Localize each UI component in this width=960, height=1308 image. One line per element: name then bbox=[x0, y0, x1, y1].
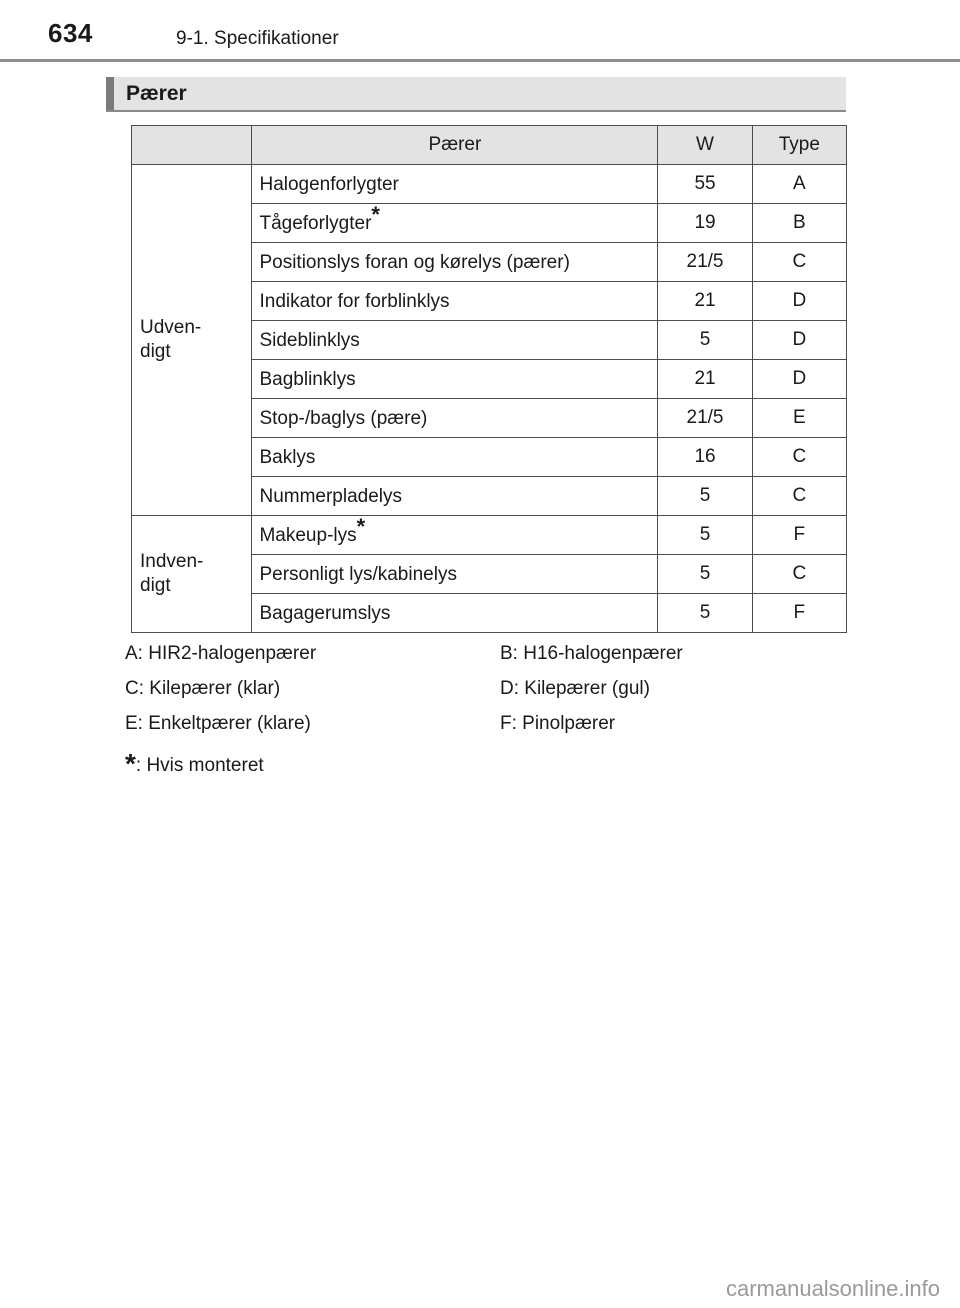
bulb-name-cell bbox=[252, 399, 658, 438]
bulb-name: Bagagerumslys bbox=[259, 603, 391, 624]
footnote-symbol: * bbox=[125, 748, 136, 779]
bulb-name: Sideblinklys bbox=[259, 330, 360, 351]
bulb-name: Tågeforlygter bbox=[259, 213, 372, 234]
legend-item-d: D: Kilepærer (gul) bbox=[500, 678, 650, 699]
table-header-row bbox=[132, 126, 847, 165]
type-value: B bbox=[752, 204, 846, 243]
watt-value: 5 bbox=[658, 516, 752, 555]
bulb-name-cell bbox=[252, 555, 658, 594]
legend-item-a: A: HIR2-halogenpærer bbox=[125, 643, 317, 664]
bulb-name: Makeup-lys bbox=[259, 525, 357, 546]
bulb-name-cell bbox=[252, 321, 658, 360]
bulb-name: Nummerpladelys bbox=[259, 486, 403, 507]
bulb-name-cell bbox=[252, 165, 658, 204]
page-number: 634 bbox=[48, 18, 93, 48]
bulb-name-cell bbox=[252, 438, 658, 477]
bulb-name: Baklys bbox=[259, 447, 316, 468]
bulb-name-cell bbox=[252, 282, 658, 321]
legend-item-b: B: H16-halogenpærer bbox=[500, 643, 683, 664]
watt-value: 5 bbox=[658, 555, 752, 594]
type-value: C bbox=[752, 243, 846, 282]
type-value: E bbox=[752, 399, 846, 438]
watt-value: 55 bbox=[658, 165, 752, 204]
section-title: Pærer bbox=[126, 82, 187, 105]
table-row bbox=[132, 165, 847, 204]
group-label: Indven- digt bbox=[132, 516, 252, 633]
legend-item-e: E: Enkeltpærer (klare) bbox=[125, 713, 311, 734]
watt-value: 5 bbox=[658, 321, 752, 360]
bulb-name-cell bbox=[252, 204, 658, 243]
legend-item-f: F: Pinolpærer bbox=[500, 713, 616, 734]
type-value: D bbox=[752, 282, 846, 321]
watt-value: 21/5 bbox=[658, 243, 752, 282]
bulb-name-cell bbox=[252, 594, 658, 633]
watt-value: 21 bbox=[658, 282, 752, 321]
bulb-name: Halogenforlygter bbox=[259, 174, 399, 195]
bulb-name-cell bbox=[252, 516, 658, 555]
footnote bbox=[125, 748, 264, 780]
section-accent bbox=[106, 77, 114, 110]
bulb-table bbox=[131, 125, 847, 633]
watt-value: 16 bbox=[658, 438, 752, 477]
footnote-text: : Hvis monteret bbox=[135, 755, 264, 776]
bulb-name: Bagblinklys bbox=[259, 369, 356, 390]
type-value: D bbox=[752, 360, 846, 399]
bulb-name: Positionslys foran og kørelys (pærer) bbox=[259, 252, 570, 273]
legend-item-c: C: Kilepærer (klar) bbox=[125, 678, 281, 699]
bulb-name: Personligt lys/kabinelys bbox=[259, 564, 457, 585]
type-value: C bbox=[752, 477, 846, 516]
type-value: F bbox=[752, 594, 846, 633]
watt-value: 19 bbox=[658, 204, 752, 243]
watermark: carmanualsonline.info bbox=[725, 1276, 940, 1301]
bulb-name-cell bbox=[252, 243, 658, 282]
section-heading-bar bbox=[106, 77, 846, 112]
watt-value: 5 bbox=[658, 594, 752, 633]
footnote-marker: * bbox=[371, 202, 380, 227]
chapter-title: 9-1. Specifikationer bbox=[176, 28, 339, 49]
header-divider bbox=[0, 59, 960, 62]
type-value: D bbox=[752, 321, 846, 360]
type-value: F bbox=[752, 516, 846, 555]
watt-value: 21 bbox=[658, 360, 752, 399]
column-header-watt: W bbox=[658, 126, 752, 165]
bulb-name-cell bbox=[252, 360, 658, 399]
watt-value: 21/5 bbox=[658, 399, 752, 438]
watt-value: 5 bbox=[658, 477, 752, 516]
column-header-bulbs: Pærer bbox=[252, 126, 658, 165]
bulb-name: Indikator for forblinklys bbox=[259, 291, 450, 312]
table-body bbox=[132, 165, 847, 633]
bulb-name-cell bbox=[252, 477, 658, 516]
type-value: C bbox=[752, 555, 846, 594]
column-header-group bbox=[132, 126, 252, 165]
footnote-marker: * bbox=[356, 514, 366, 539]
type-value: C bbox=[752, 438, 846, 477]
group-label: Udven- digt bbox=[132, 165, 252, 516]
table-row bbox=[132, 516, 847, 555]
type-value: A bbox=[752, 165, 846, 204]
column-header-type: Type bbox=[752, 126, 846, 165]
bulb-name: Stop-/baglys (pære) bbox=[259, 408, 428, 429]
